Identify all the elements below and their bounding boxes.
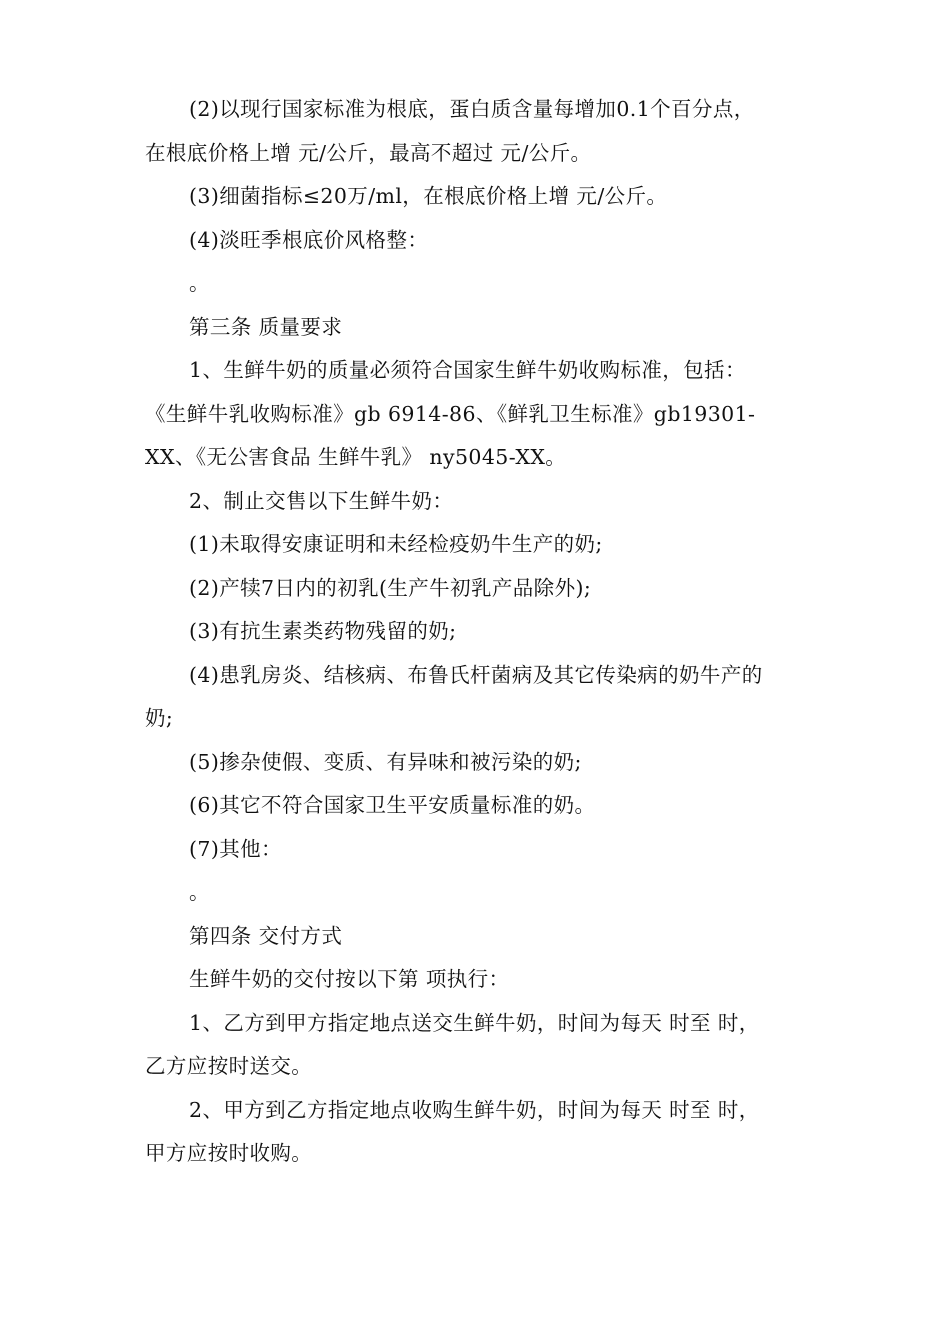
text-line: (5)掺杂使假、变质、有异味和被污染的奶;: [189, 749, 582, 774]
text-line: (3)有抗生素类药物残留的奶;: [189, 619, 457, 643]
text-line: 在根底价格上增 元/公斤，最高不超过 元/公斤。: [145, 140, 592, 165]
text-line: (1)未取得安康证明和未经检疫奶牛生产的奶;: [189, 532, 603, 556]
text-line: 甲方应按时收购。: [145, 1141, 313, 1165]
text-line: (2)产犊7日内的初乳(生产牛初乳产品除外);: [189, 575, 592, 600]
text-line: 2、甲方到乙方指定地点收购生鲜牛奶，时间为每天 时至 时，: [189, 1097, 760, 1122]
text-line: 。: [189, 271, 210, 295]
text-line: 乙方应按时送交。: [145, 1054, 313, 1078]
text-line: 奶;: [145, 706, 174, 730]
text-line: (3)细菌指标≤20万/ml，在根底价格上增 元/公斤。: [189, 184, 668, 208]
text-line: 生鲜牛奶的交付按以下第 项执行：: [189, 967, 510, 991]
text-line: (4)淡旺季根底价风格整：: [189, 227, 429, 252]
text-line: (6)其它不符合国家卫生平安质量标准的奶。: [189, 793, 596, 817]
document-page: [145, 88, 810, 1176]
text-line: 2、制止交售以下生鲜牛奶：: [189, 488, 454, 513]
text-line: (7)其他：: [189, 836, 282, 861]
section-heading: 第三条 质量要求: [189, 314, 343, 339]
text-line: 1、生鲜牛奶的质量必须符合国家生鲜牛奶收购标准，包括：: [189, 358, 746, 382]
text-line: 《生鲜牛乳收购标准》gb 6914-86、《鲜乳卫生标准》gb19301-: [145, 401, 756, 426]
text-line: 。: [189, 880, 210, 904]
text-line: (2)以现行国家标准为根底，蛋白质含量每增加0.1个百分点，: [189, 97, 755, 121]
text-line: (4)患乳房炎、结核病、布鲁氏杆菌病及其它传染病的奶牛产的: [189, 662, 763, 687]
text-line: XX、《无公害食品 生鲜牛乳》 ny5045-XX。: [145, 445, 567, 469]
text-line: 1、乙方到甲方指定地点送交生鲜牛奶，时间为每天 时至 时，: [189, 1010, 760, 1035]
section-heading: 第四条 交付方式: [189, 923, 343, 948]
